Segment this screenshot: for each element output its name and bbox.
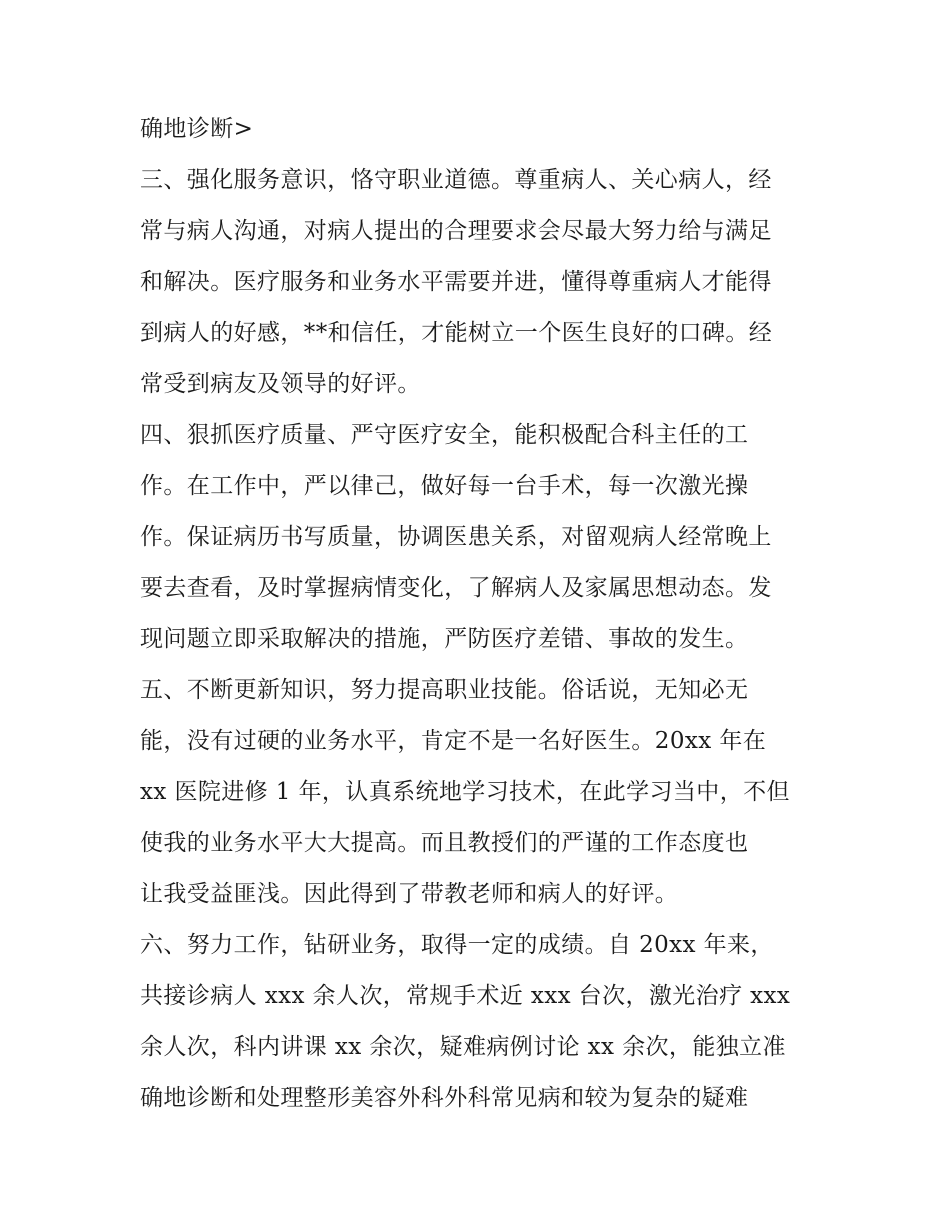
text-line: 作。保证病历书写质量，协调医患关系，对留观病人经常晚上	[140, 524, 772, 550]
text-line: 到病人的好感，**和信任，才能树立一个医生良好的口碑。经	[140, 320, 773, 346]
text-line: 和解决。医疗服务和业务水平需要并进，懂得尊重病人才能得	[140, 269, 772, 295]
text-line: xx 医院进修 1 年，认真系统地学习技术，在此学习当中，不但	[140, 779, 790, 805]
text-line: 作。在工作中，严以律己，做好每一台手术，每一次激光操	[140, 473, 749, 499]
text-line: 常受到病友及领导的好评。	[140, 371, 421, 397]
text-line: 让我受益匪浅。因此得到了带教老师和病人的好评。	[140, 881, 679, 907]
text-line: 能，没有过硬的业务水平，肯定不是一名好医生。20xx 年在	[140, 728, 767, 754]
text-line: 共接诊病人 xxx 余人次，常规手术近 xxx 台次，激光治疗 xxx	[140, 983, 791, 1009]
text-line: 现问题立即采取解决的措施，严防医疗差错、事故的发生。	[140, 626, 749, 652]
document-body	[140, 104, 820, 1124]
text-line: 使我的业务水平大大提高。而且教授们的严谨的工作态度也	[140, 830, 749, 856]
text-line: 常与病人沟通，对病人提出的合理要求会尽最大努力给与满足	[140, 218, 772, 244]
text-line: 余人次，科内讲课 xx 余次，疑难病例讨论 xx 余次，能独立准	[140, 1034, 786, 1060]
text-line: 确地诊断和处理整形美容外科外科常见病和较为复杂的疑难	[140, 1085, 749, 1111]
text-line: 确地诊断>	[140, 116, 254, 142]
text-line: 要去查看，及时掌握病情变化，了解病人及家属思想动态。发	[140, 575, 772, 601]
text-line: 三、强化服务意识，恪守职业道德。尊重病人、关心病人，经	[140, 167, 772, 193]
text-line: 六、努力工作，钻研业务，取得一定的成绩。自 20xx 年来，	[140, 932, 774, 958]
text-line: 五、不断更新知识，努力提高职业技能。俗话说，无知必无	[140, 677, 749, 703]
text-line: 四、狠抓医疗质量、严守医疗安全，能积极配合科主任的工	[140, 422, 749, 448]
